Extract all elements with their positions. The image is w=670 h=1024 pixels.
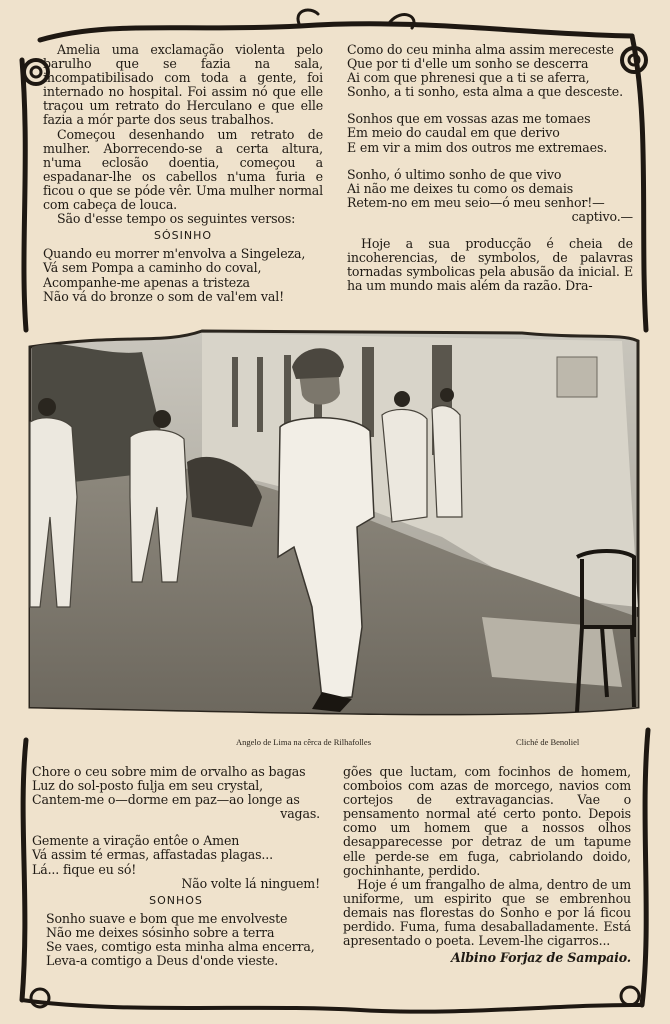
paragraph: São d'esse tempo os seguintes versos: (57, 211, 296, 227)
poem-title: SÓSINHO (153, 229, 213, 243)
poem-line: vagas. (280, 806, 320, 822)
text-column-top-right (347, 43, 633, 293)
paragraph: Começou desenhando um retrato de mulher. Aborrecendo-se a certa altura, n'uma eclosão doentia, começou a espadanar-lhe os cabellos n'uma furia e ficou o que se póde vêr. Uma mulher normal com cabeça de louca. (43, 126, 323, 213)
poem-line: Em meio do caudal em que derivo (347, 125, 560, 141)
paragraph: Hoje é um frangalho de alma, dentro de um uniforme, um espirito que se embrenhou demais nas florestas do Sonho e por lá ficou perdido. Fuma, fuma desaballadamente. Está apresentado o poeta. Levem-lhe cigarros... (343, 876, 631, 949)
photo-credit: Cliché de Benoliel (516, 737, 580, 747)
poem-line: Leva-a comtigo a Deus d'onde vieste. (46, 953, 279, 969)
poem-line: captivo.— (571, 208, 633, 224)
poem-title: SONHOS (149, 893, 203, 907)
poem-line: Ai com que phrenesi que a ti se aferra, (347, 70, 590, 86)
poem-line: Ai não me deixes tu como os demais (347, 180, 574, 196)
photo-caption: Angelo de Lima na cêrca de Rilhafolles (236, 737, 371, 747)
poem-line: Que por ti d'elle um sonho se descerra (347, 56, 589, 72)
poem-line: Sonho, ó ultimo sonho de que vivo (347, 166, 562, 182)
text-column-top-left (43, 43, 323, 304)
poem-line: Gemente a viração entôe o Amen (32, 833, 240, 849)
poem-line: Sonhos que em vossas azas me tomaes (347, 111, 591, 127)
poem-line: E em vir a mim dos outros me extremaes. (347, 139, 608, 155)
poem-line: Sonho suave e bom que me envolveste (46, 910, 288, 926)
poem-line: Não vá do bronze o som de val'em val! (43, 288, 285, 304)
poem-line: Quando eu morrer m'envolva a Singeleza, (43, 246, 306, 262)
author-signature: Albino Forjaz de Sampaio. (451, 950, 631, 966)
text-column-bottom-right (343, 765, 631, 965)
text-column-bottom-left (32, 765, 320, 968)
photograph-angelo-de-lima (22, 327, 646, 722)
poem-line: Cantem-me o—dorme em paz—ao longe as (32, 792, 300, 808)
poem-line: Acompanhe-me apenas a tristeza (43, 274, 250, 290)
poem-line: Retem-no em meu seio—ó meu senhor!— (347, 194, 605, 210)
poem-line: Como do ceu minha alma assim mereceste (347, 42, 614, 57)
poem-line: Se vaes, comtigo esta minha alma encerra, (46, 939, 315, 955)
poem-line: Não volte lá ninguem! (181, 875, 320, 891)
paragraph: Amelia uma exclamação violenta pelo barulho que se fazia na sala, incompatibilisado com toda a gente, foi internado no hospital. Foi assim nó que elle traçou um retrato do Herculano e que elle fazia a mór parte dos seus trabalhos. (43, 42, 323, 128)
paragraph: gões que luctam, com focinhos de homem, comboios com azas de morcego, navios com cortejos de extravagancias. Vae o pensamento normal até certo ponto. Depois como um homem que a nossos olhos desapparecesse por detraz de um tapume elle perde-se em fuga, cabriolando doido, gochinhante, perdido. (343, 764, 631, 878)
poem-line: Chore o ceu sobre mim de orvalho as bagas (32, 764, 306, 779)
paragraph: Hoje a sua producção é cheia de incoherencias, de symbolos, de palavras tornadas symbolicas pela abusão da inicial. E ha um mundo mais além da razão. Dra- (347, 236, 633, 294)
poem-line: Lá... fique eu só! (32, 861, 137, 877)
poem-line: Vá sem Pompa a caminho do coval, (43, 260, 262, 276)
poem-line: Vá assim té ermas, affastadas plagas... (32, 847, 273, 863)
poem-line: Não me deixes sósinho sobre a terra (46, 924, 275, 940)
poem-line: Luz do sol-posto fulja em seu crystal, (32, 778, 264, 794)
poem-line: Sonho, a ti sonho, esta alma a que desceste. (347, 84, 623, 100)
